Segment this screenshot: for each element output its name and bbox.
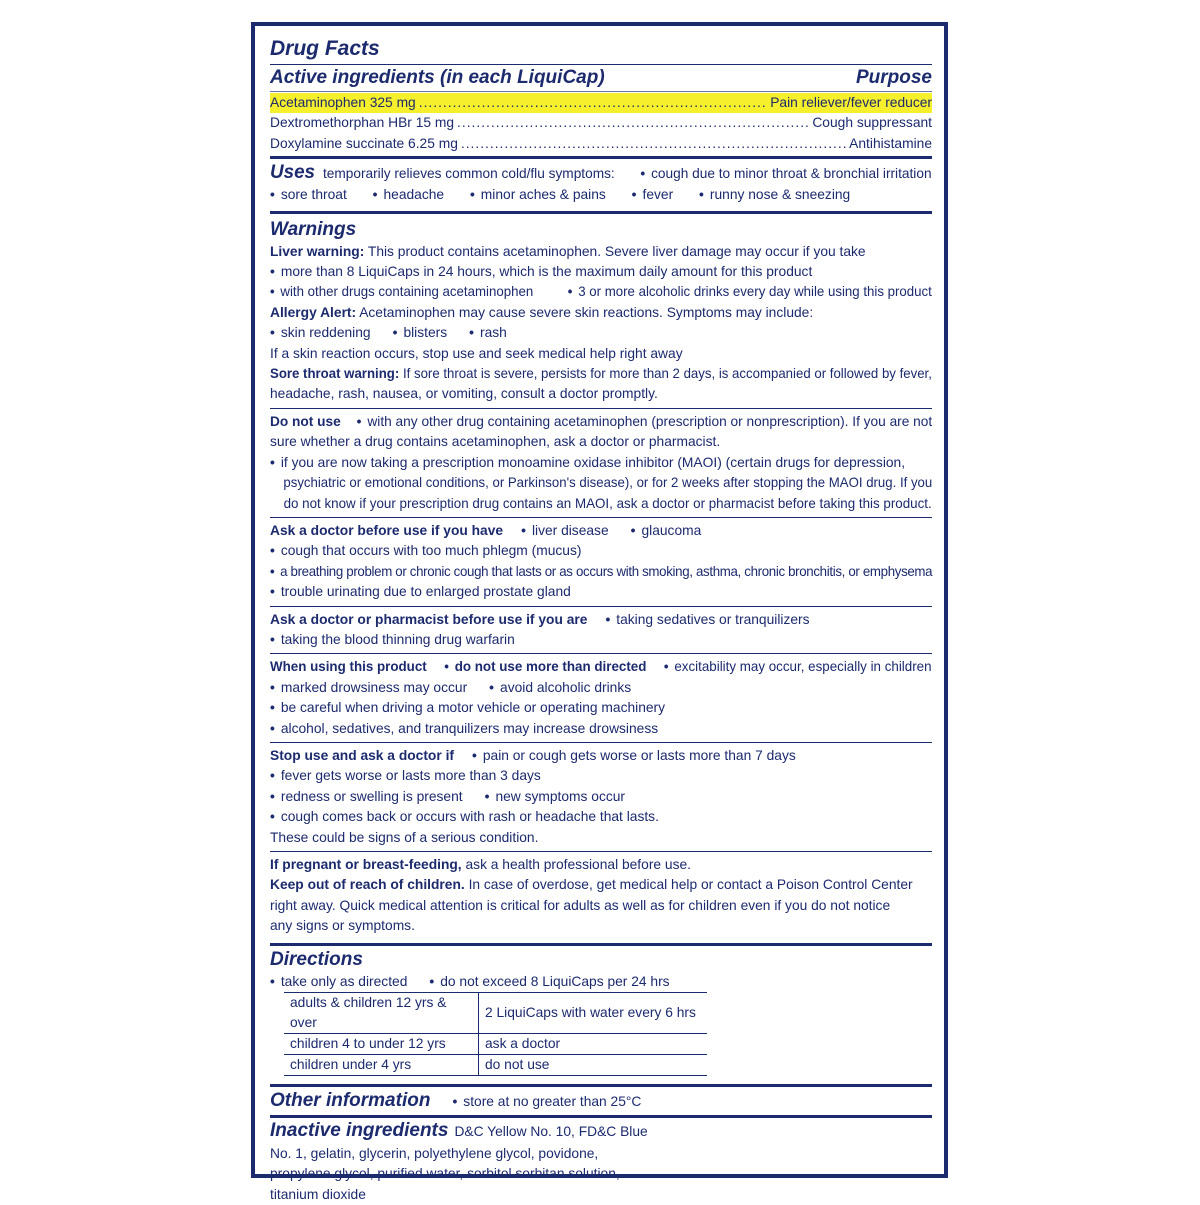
divider — [270, 408, 932, 409]
bullet-icon: • — [567, 284, 573, 300]
list-item — [270, 541, 932, 561]
uses-line-1 — [270, 161, 932, 185]
liver-warning-text: This product contains acetaminophen. Severe liver damage may occur if you take — [367, 243, 866, 259]
list-item — [270, 807, 932, 827]
inactive-ingredients-heading: Inactive ingredients — [270, 1120, 449, 1142]
table-cell: ask a doctor — [479, 1034, 708, 1055]
leader-dots — [457, 113, 809, 133]
list-item — [270, 562, 933, 582]
table-row — [284, 1055, 707, 1076]
when-using-line-1 — [270, 657, 932, 677]
liver-item: 3 or more alcoholic drinks every day while using this product — [578, 284, 932, 300]
divider — [270, 156, 932, 159]
drug-facts-content — [270, 34, 932, 1205]
list-item — [270, 282, 932, 302]
divider — [270, 943, 932, 946]
do-not-use-line-5: do not know if your prescription drug contains an MAOI, ask a doctor or pharmacist before taking this product. — [283, 495, 932, 511]
active-ingredient-row — [270, 113, 932, 133]
liver-warning-label: Liver warning: — [270, 243, 365, 259]
other-information-heading: Other information — [270, 1090, 431, 1112]
ask-doctor-item: liver disease — [531, 522, 609, 538]
bullet-icon: • — [270, 788, 275, 804]
stop-use-item: cough comes back or occurs with rash or headache that lasts. — [280, 809, 659, 825]
stop-use-item: pain or cough gets worse or lasts more than 7 days — [482, 747, 796, 763]
keep-out-label: Keep out of reach of children. — [270, 877, 465, 893]
bullet-icon: • — [270, 563, 275, 579]
table-cell: children 4 to under 12 yrs — [284, 1034, 479, 1055]
leader-dots — [419, 93, 767, 113]
ask-pharmacist-item: taking the blood thinning drug warfarin — [280, 631, 515, 647]
uses-item: headache — [383, 187, 445, 203]
ingredient-purpose: Cough suppressant — [812, 115, 932, 131]
bullet-icon: • — [270, 284, 275, 300]
bullet-icon: • — [270, 325, 275, 341]
divider — [270, 64, 932, 65]
uses-item: minor aches & pains — [480, 187, 606, 203]
directions-item: take only as directed — [280, 973, 408, 989]
ask-doctor-item: a breathing problem or chronic cough that lasts or as occurs with smoking, asthma, chronic bronchitis, or emphysema — [280, 563, 933, 579]
when-using-item: marked drowsiness may occur — [280, 679, 468, 695]
inactive-text: D&C Yellow No. 10, FD&C Blue — [454, 1124, 648, 1140]
divider — [270, 1084, 932, 1087]
allergy-item: rash — [479, 325, 507, 341]
uses-item: cough due to minor throat & bronchial irritation — [651, 166, 932, 182]
active-ingredient-row — [270, 93, 932, 113]
other-information — [270, 1089, 932, 1115]
ask-doctor-item: trouble urinating due to enlarged prostate gland — [280, 584, 571, 600]
bullet-icon: • — [270, 700, 275, 716]
do-not-use-text: with any other drug containing acetaminophen (prescription or nonprescription). If you are not — [367, 413, 933, 429]
when-using-item: avoid alcoholic drinks — [500, 679, 632, 695]
list-item — [270, 698, 932, 718]
list-item — [270, 719, 932, 739]
bullet-icon: • — [270, 584, 275, 600]
table-cell: 2 LiquiCaps with water every 6 hrs — [479, 993, 708, 1034]
ask-doctor-item: cough that occurs with too much phlegm (mucus) — [280, 543, 582, 559]
divider — [270, 606, 932, 607]
bullet-icon: • — [640, 166, 646, 182]
allergy-item: blisters — [403, 325, 448, 341]
inactive-ingredients — [270, 1119, 932, 1144]
bullet-icon: • — [270, 454, 275, 470]
sore-throat-text-2: headache, rash, nausea, or vomiting, consult a doctor promptly. — [270, 386, 658, 402]
uses-line-2 — [270, 185, 932, 205]
do-not-use-line-2: sure whether a drug contains acetaminophen, ask a doctor or pharmacist. — [270, 434, 721, 450]
divider — [270, 91, 932, 92]
when-using-item: alcohol, sedatives, and tranquilizers may increase drowsiness — [280, 720, 659, 736]
list-item — [270, 323, 932, 343]
keep-out-text-2: right away. Quick medical attention is critical for adults as well as for children even if you do not notice — [270, 897, 891, 913]
stop-use-item: fever gets worse or lasts more than 3 days — [280, 768, 541, 784]
bullet-icon: • — [392, 325, 398, 341]
pregnant-label: If pregnant or breast-feeding, — [270, 857, 462, 872]
table-row — [284, 993, 707, 1034]
sore-throat-warning — [270, 364, 932, 384]
liver-warning — [270, 242, 932, 262]
bullet-icon: • — [663, 659, 669, 675]
bullet-icon: • — [469, 187, 475, 203]
divider — [270, 653, 932, 654]
pregnant-warning — [270, 855, 932, 875]
uses-heading: Uses — [270, 162, 316, 184]
ask-pharmacist-item: taking sedatives or tranquilizers — [616, 611, 810, 627]
table-row — [284, 1034, 707, 1055]
bullet-icon: • — [469, 325, 474, 341]
keep-out-text-3: any signs or symptoms. — [270, 918, 415, 934]
stop-use-label: Stop use and ask a doctor if — [270, 747, 454, 763]
keep-out-warning — [270, 875, 932, 895]
ask-doctor-label: Ask a doctor before use if you have — [270, 522, 504, 538]
do-not-use-line-1 — [270, 412, 933, 432]
bullet-icon: • — [270, 768, 275, 784]
drug-facts-panel — [251, 22, 948, 1202]
bullet-icon: • — [270, 264, 275, 280]
keep-out-text: In case of overdose, get medical help or contact a Poison Control Center — [468, 877, 913, 893]
liver-item: with other drugs containing acetaminophen — [280, 284, 534, 300]
list-item — [270, 766, 932, 786]
when-using-bold-item: do not use more than directed — [454, 659, 647, 675]
directions-item: do not exceed 8 LiquiCaps per 24 hrs — [440, 973, 670, 989]
bullet-icon: • — [356, 413, 362, 429]
ingredient-purpose: Antihistamine — [849, 135, 932, 151]
divider — [270, 851, 932, 852]
list-item — [270, 630, 932, 650]
stop-use-item: new symptoms occur — [495, 788, 626, 804]
sore-throat-label: Sore throat warning: — [270, 366, 400, 382]
bullet-icon: • — [270, 543, 275, 559]
bullet-icon: • — [270, 631, 275, 647]
uses-item: runny nose & sneezing — [709, 187, 851, 203]
divider — [270, 1115, 932, 1118]
ingredient-name: Dextromethorphan HBr 15 mg — [270, 115, 455, 131]
other-information-item: store at no greater than 25°C — [463, 1094, 642, 1110]
bullet-icon: • — [521, 522, 526, 538]
directions-heading: Directions — [270, 948, 363, 970]
when-using-item: be careful when driving a motor vehicle or operating machinery — [280, 700, 666, 716]
table-cell: do not use — [479, 1055, 708, 1076]
when-using-label: When using this product — [270, 659, 427, 675]
bullet-icon: • — [484, 788, 490, 804]
do-not-use-line-4: psychiatric or emotional conditions, or Parkinson's disease), or for 2 weeks after stopping the MAOI drug. If you — [283, 475, 933, 491]
table-cell: children under 4 yrs — [284, 1055, 479, 1076]
liver-item: more than 8 LiquiCaps in 24 hours, which is the maximum daily amount for this product — [280, 264, 813, 280]
bullet-icon: • — [605, 611, 611, 627]
bullet-icon: • — [699, 187, 704, 203]
ask-doctor-line-1 — [270, 521, 932, 541]
do-not-use-text: if you are now taking a prescription monoamine oxidase inhibitor (MAOI) (certain drugs for depression, — [280, 454, 906, 470]
drug-facts-title: Drug Facts — [270, 37, 380, 60]
directions-table — [284, 992, 707, 1076]
stop-use-line-1 — [270, 746, 932, 766]
list-item — [270, 582, 932, 602]
bullet-icon: • — [270, 720, 275, 736]
bullet-icon: • — [270, 187, 275, 203]
uses-item: fever — [642, 187, 674, 203]
active-ingredients-heading: Active ingredients (in each LiquiCap) — [270, 67, 605, 88]
inactive-text-4: titanium dioxide — [270, 1186, 366, 1202]
bullet-icon: • — [429, 973, 435, 989]
ask-pharmacist-line-1 — [270, 610, 932, 630]
divider — [270, 517, 932, 518]
allergy-label: Allergy Alert: — [270, 304, 357, 320]
divider — [270, 211, 932, 214]
bullet-icon: • — [444, 659, 449, 675]
ingredient-purpose: Pain reliever/fever reducer — [770, 95, 932, 110]
pregnant-text: ask a health professional before use. — [465, 857, 691, 872]
active-ingredients-header — [270, 66, 932, 90]
bullet-icon: • — [489, 679, 495, 695]
allergy-text: Acetaminophen may cause severe skin reactions. Symptoms may include: — [359, 304, 814, 320]
warnings-heading: Warnings — [270, 218, 357, 240]
bullet-icon: • — [372, 187, 378, 203]
table-cell: adults & children 12 yrs & over — [284, 993, 479, 1034]
do-not-use-label: Do not use — [270, 413, 341, 429]
stop-use-after: These could be signs of a serious condition. — [270, 829, 539, 845]
sore-throat-text: If sore throat is severe, persists for more than 2 days, is accompanied or followed by fever, — [402, 366, 932, 382]
allergy-alert — [270, 303, 932, 323]
list-item — [270, 678, 932, 698]
uses-item: sore throat — [280, 187, 347, 203]
ask-doctor-item: glaucoma — [641, 522, 702, 538]
bullet-icon: • — [630, 522, 636, 538]
bullet-icon: • — [472, 747, 477, 763]
ingredient-name: Doxylamine succinate 6.25 mg — [270, 135, 458, 151]
inactive-text-3: propylene glycol, purified water, sorbitol sorbitan solution, — [270, 1166, 620, 1182]
ingredient-name: Acetaminophen 325 mg — [270, 95, 416, 110]
list-item — [270, 262, 932, 282]
purpose-heading: Purpose — [855, 67, 932, 88]
bullet-icon: • — [270, 809, 275, 825]
bullet-icon: • — [452, 1094, 458, 1110]
stop-use-item: redness or swelling is present — [280, 788, 463, 804]
divider — [270, 742, 932, 743]
allergy-item: skin reddening — [280, 325, 371, 341]
bullet-icon: • — [631, 187, 637, 203]
bullet-icon: • — [270, 679, 275, 695]
allergy-after: If a skin reaction occurs, stop use and seek medical help right away — [270, 345, 683, 361]
do-not-use-line-3 — [270, 453, 932, 473]
uses-intro: temporarily relieves common cold/flu symptoms: — [322, 166, 615, 182]
inactive-text-2: No. 1, gelatin, glycerin, polyethylene glycol, povidone, — [270, 1146, 599, 1162]
ask-pharmacist-label: Ask a doctor or pharmacist before use if you are — [270, 611, 588, 627]
bullet-icon: • — [270, 973, 275, 989]
directions-items — [270, 972, 932, 992]
leader-dots — [461, 134, 846, 154]
list-item — [270, 787, 932, 807]
active-ingredient-row — [270, 134, 932, 154]
when-using-item: excitability may occur, especially in children — [674, 659, 932, 675]
